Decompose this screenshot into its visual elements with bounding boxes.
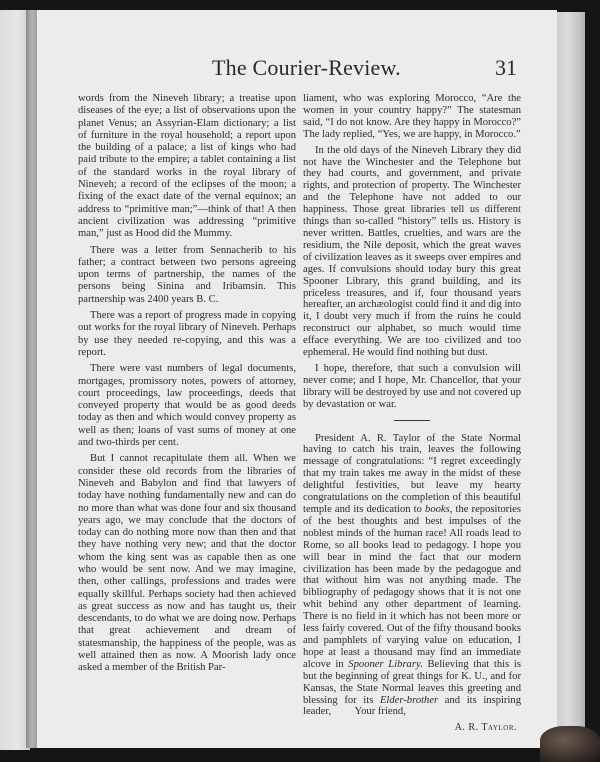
section-divider [394,420,430,421]
italic-books: books [425,504,450,515]
signature: A. R. Taylor. [454,722,517,734]
italic-library-name: Spooner Library. [348,658,423,670]
paragraph: words from the Nineveh library; a treatise upon diseases of the eye; a list of observations upon the planet Venus; an Assyrian-Elam dictionary; a list of furniture in the royal household; a report upon the building of a palace; a list of kings who had paid tribute to the empire; a tablet containing a list of the standard works in the royal library of Nineveh; a record of the eclipses of the moon; a fixing of the exact date of the vernal equinox; an address to “primitive man;”—think of that! A then ancient civilization was addressing “primitive man,” just as Hood did the Mummy. [78,93,296,240]
letter-text: Believing that this is but the beginning of great things for K. U., and for Kansas, the State Normal leaves this greeting and blessing for its [303,658,521,706]
paragraph: There was a letter from Sennacherib to his father; a contract between two persons agreeing upon terms of partnership, the names of the persons being Sinina and Iribamsin. This partnership was 2400 years B. C. [78,244,296,305]
letter-text: and its inspiring leader, Your friend, [303,694,521,718]
right-column [303,93,521,734]
page-stack-edge [557,12,585,742]
letter-text: President A. R. Taylor of the State Normal having to catch his train, leaves the following message of congratulations: “I regret exceedingly that my train takes me away in the midst of these delightful festivities, but leave my hearty congratulations on the completion of this beautiful temple and its dedication to [303,432,521,515]
letter-text: , the repositories of the best thoughts and best impulses of the noblest minds of the human race! All roads lead to Rome, so all books lead to pedagogy. I hope you will bear in mind the fact that our modern civilization has been made by the pedagogue and that without him was not anything made. The bibliography of pedagogy shows that it is not one whit behind any other department of learning. There is no field in it which has not been more or less fairly covered. Out of the fifty thousand books and pamphlets of varying value on education, I hope at least a thousand may find an immediate alcove in [303,504,521,670]
paragraph: But I cannot recapitulate them all. When we consider these old records from the libraries of Nineveh and Babylon and find that lawyers of today have nothing fundamentally new and can do no more than what was done four and six thousand years ago, we may conclude that the doctors of today can do nothing more now than then and that they have nothing very new; and that the doctor whom the king sent was as capable then as one who would be sent now. And we may imagine, then, other callings, professions and trades were equally skillful. Perhaps society had then achieved as great success as now and has taught us, their descendants, to do what we are doing now. Perhaps that great achievement and dream of statesmanship, the happiness of the people, was as well attained then as now. A Moorish lady once asked a member of the British Par- [78,453,296,674]
thumb-holding-page [540,726,600,762]
paragraph: There was a report of progress made in copying out works for the royal library of Nineveh. Perhaps by use they needed re-copying, and this was a report. [78,310,296,358]
paragraph: In the old days of the Nineveh Library they did not have the Winchester and the Telephone but they had courts, and government, and private rights, and protection of property. The Winchester and the Telephone have not added to our happiness. Those great libraries tell us different things than so-called “history” tells us. History is never written. Battles, cruelties, and wars are the residium, the Nile deposit, which the great waves of civilization leaves as it sweeps over empires and ages. If convulsions should today bury this great Spooner Library, this grand building, and its priceless treasures, and if, four thousand years hereafter, an archæologist could find it and dig into it, I doubt very much if from the ruins he could reconstruct our alphabet, so much would time efface everything. We are too civilized and too ephemeral. He would find nothing but dust. [303,144,521,359]
left-column [78,93,296,679]
publication-title: The Courier-Review. [212,55,401,80]
paragraph: I hope, therefore, that such a convulsion will never come; and I hope, Mr. Chancellor, that your library will be destroyed by use and not covered up by devastation or war. [303,362,521,410]
paragraph: liament, who was exploring Morocco, “Are the women in your country happy?” The statesman said, “I do not know. Are they happy in Morocco?” The lady replied, “Yes, we are happy, in Morocco.” [303,93,521,140]
running-header [37,55,517,85]
taylor-letter [303,433,521,719]
paragraph: There were vast numbers of legal documents, mortgages, promissory notes, powers of attorney, court proceedings, law proceedings, deeds that conveyed property that would be as good deeds today as then and which would convey property as well as then; loans of vast sums of money at one and two-thirds per cent. [78,363,296,449]
italic-elder-brother: Elder-brother [379,694,439,706]
page-number: 31 [495,55,517,80]
